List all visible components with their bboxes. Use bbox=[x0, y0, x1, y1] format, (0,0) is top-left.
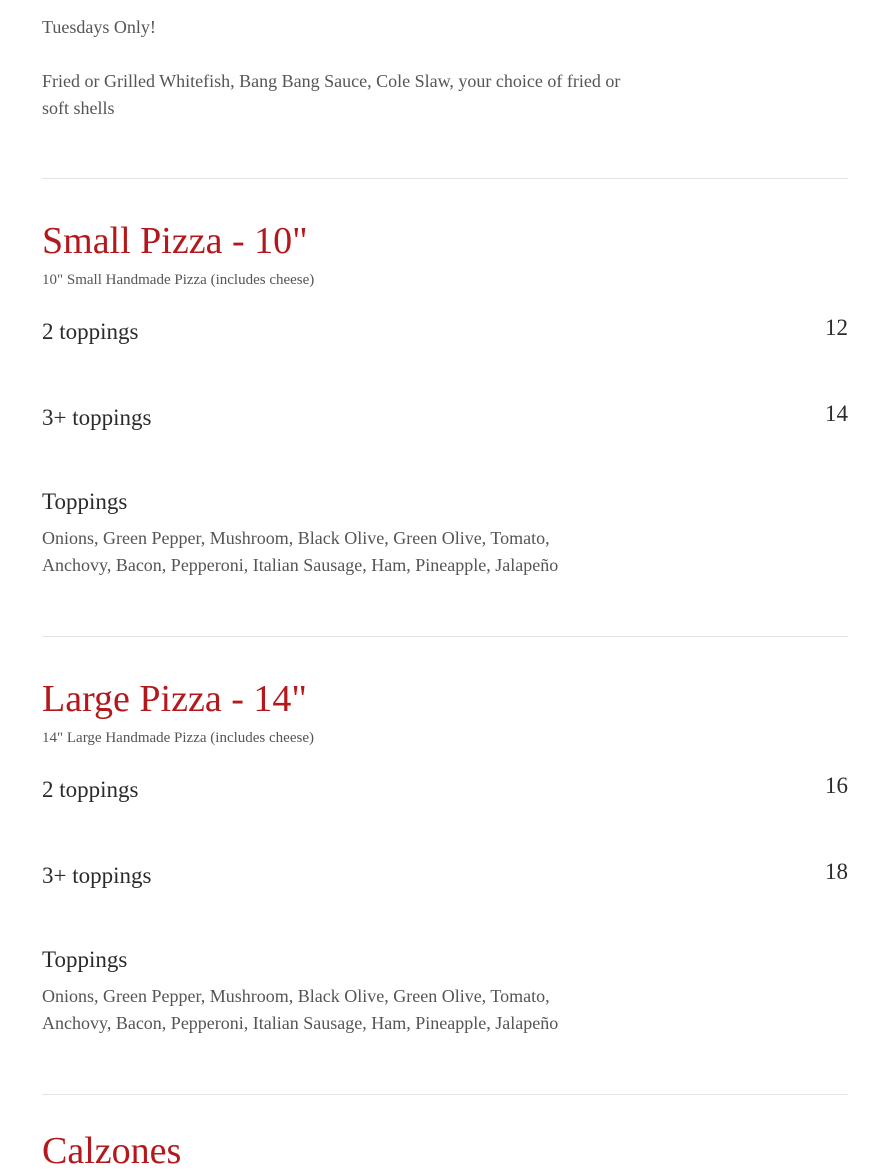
menu-item-price: 12 bbox=[825, 315, 848, 340]
section-title: Large Pizza - 14" bbox=[42, 678, 307, 720]
menu-section-small-pizza bbox=[42, 218, 848, 638]
menu-section-large-pizza bbox=[42, 676, 848, 1096]
intro-description: Fried or Grilled Whitefish, Bang Bang Sauce, Cole Slaw, your choice of fried or soft shells bbox=[42, 71, 621, 118]
menu-item-price: 16 bbox=[825, 773, 848, 798]
section-description: 10" Small Handmade Pizza (includes cheese) bbox=[42, 272, 315, 288]
menu-item bbox=[42, 399, 848, 431]
section-divider bbox=[42, 178, 848, 179]
menu-item-name: 3+ toppings bbox=[42, 405, 152, 430]
menu-item bbox=[42, 313, 848, 345]
toppings-heading: Toppings bbox=[42, 489, 128, 514]
menu-item-name: 2 toppings bbox=[42, 319, 139, 344]
menu-item-price: 14 bbox=[825, 401, 848, 426]
toppings-list: Onions, Green Pepper, Mushroom, Black Olive, Green Olive, Tomato, Anchovy, Bacon, Pepperoni, Italian Sausage, Ham, Pineapple, Jalapeño bbox=[42, 986, 559, 1033]
menu-item-name: 2 toppings bbox=[42, 777, 139, 802]
menu-item-name: 3+ toppings bbox=[42, 863, 152, 888]
section-divider bbox=[42, 1094, 848, 1095]
section-title-partial: Calzones bbox=[42, 1130, 182, 1172]
intro-note: Tuesdays Only! bbox=[42, 17, 156, 37]
toppings-heading: Toppings bbox=[42, 947, 128, 972]
menu-item bbox=[42, 771, 848, 803]
section-divider bbox=[42, 636, 848, 637]
section-description: 14" Large Handmade Pizza (includes cheese) bbox=[42, 730, 314, 746]
menu-item-price: 18 bbox=[825, 859, 848, 884]
section-title: Small Pizza - 10" bbox=[42, 220, 308, 262]
toppings-list: Onions, Green Pepper, Mushroom, Black Olive, Green Olive, Tomato, Anchovy, Bacon, Pepperoni, Italian Sausage, Ham, Pineapple, Jalapeño bbox=[42, 528, 559, 575]
menu-item bbox=[42, 857, 848, 889]
